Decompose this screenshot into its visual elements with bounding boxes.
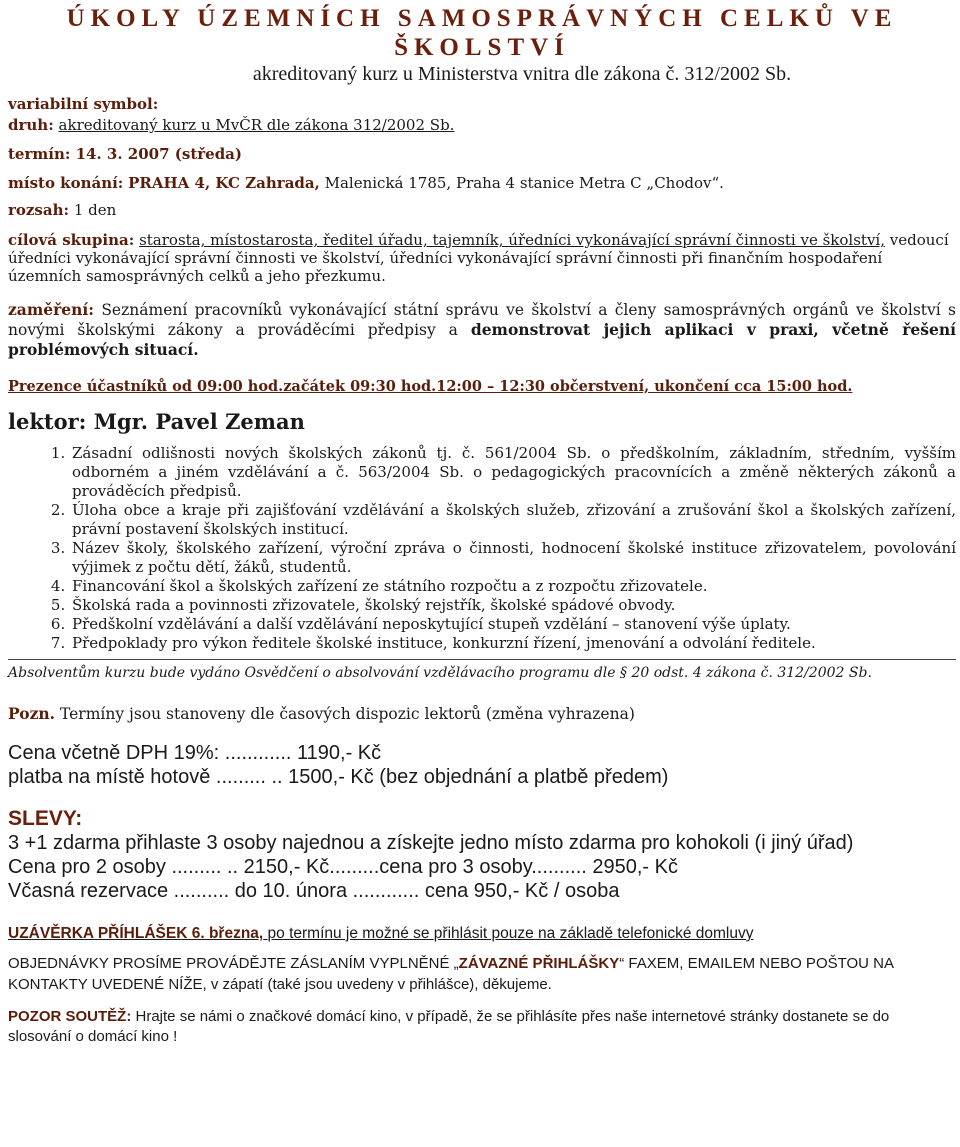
course-date: [8, 144, 956, 165]
variable-symbol: [8, 94, 956, 115]
order-instructions: [8, 953, 956, 995]
document-page: [8, 0, 956, 1047]
registration-deadline-rest: po termínu je možné se přihlásit pouze na základě telefonické domluvy: [267, 925, 754, 942]
discounts-heading: SLEVY:: [8, 807, 83, 830]
course-focus: [8, 300, 956, 360]
contest-label: POZOR SOUTĚŽ:: [8, 1008, 132, 1025]
registration-deadline: [8, 925, 956, 943]
lector-name: lektor: Mgr. Pavel Zeman: [8, 409, 305, 434]
target-group-label: cílová skupina:: [8, 231, 135, 249]
contest-notice: [8, 1007, 956, 1047]
price-block: [8, 741, 956, 789]
list-item: 5. Školská rada a povinnosti zřizovatele, školský rejstřík, školské spádové obvody.: [70, 596, 956, 615]
course-focus-label: zaměření:: [8, 300, 95, 319]
course-type-value: akreditovaný kurz u MvČR dle zákona 312/2002 Sb.: [58, 116, 455, 134]
course-place-label: místo konání:: [8, 174, 124, 192]
discounts-list: [8, 831, 956, 903]
topics-list: [8, 444, 956, 653]
target-group-underlined: starosta, místostarosta, ředitel úřadu, tajemník, úředníci vykonávající správní činnosti ve školství,: [139, 231, 885, 249]
variable-symbol-label: variabilní symbol:: [8, 95, 159, 113]
price-line-vat: Cena včetně DPH 19%: ............ 1190,- Kč: [8, 742, 382, 764]
price-line-cash: platba na místě hotově ......... .. 1500,- Kč (bez objednání a platbě předem): [8, 766, 669, 788]
list-item: 1. Zásadní odlišnosti nových školských zákonů tj. č. 561/2004 Sb. o předškolním, základním, středním, vyšším odborném a jiném vzdělávání a č. 563/2004 Sb. o pedagogických pracovnících a změně některých zákonů a prováděcích předpisů.: [70, 444, 956, 501]
course-title: [8, 4, 956, 62]
course-scope-value: 1 den: [73, 201, 117, 219]
course-focus-text: Seznámení pracovníků vykonávající státní správu ve školství a členy samosprávných orgánů ve školství s novými školskými zákony a prováděcími předpisy a: [8, 301, 956, 339]
course-info: [8, 94, 956, 221]
list-item: 4. Financování škol a školských zařízení ze státního rozpočtu a z rozpočtu zřizovatele.: [70, 577, 956, 596]
course-focus-bold: demonstrovat jejich aplikaci v praxi, včetně řešení problémových situací.: [8, 320, 956, 359]
registration-deadline-bold: UZÁVĚRKA PŘÍHLÁŠEK 6. března,: [8, 925, 264, 942]
course-subtitle: akreditovaný kurz u Ministerstva vnitra dle zákona č. 312/2002 Sb.: [252, 63, 792, 85]
schedule-note-text: Termíny jsou stanoveny dle časových dispozic lektorů (změna vyhrazena): [59, 705, 635, 723]
certificate-note: Absolventům kurzu bude vydáno Osvědčení o absolvování vzdělávacího programu dle § 20 odst. 4 zákona č. 312/2002 Sb.: [8, 665, 872, 681]
discount-line: Cena pro 2 osoby ......... .. 2150,- Kč.........cena pro 3 osoby.......... 2950,- Kč: [8, 856, 678, 878]
target-group: [8, 231, 956, 285]
contest-text: Hrajte se námi o značkové domácí kino, v případě, že se přihlásíte přes naše internetové stránky dostanete se do slosování o domácí kino !: [8, 1008, 890, 1045]
schedule-note: [8, 704, 956, 723]
course-place: [8, 173, 956, 194]
course-place-rest: Malenická 1785, Praha 4 stanice Metra C „Chodov“.: [324, 174, 724, 192]
course-title-line1: ÚKOLY ÚZEMNÍCH SAMOSPRÁVNÝCH CELKŮ VE: [66, 5, 898, 32]
list-item: 6. Předškolní vzdělávání a další vzdělávání neposkytující stupeň vzdělání – stanovení výše úplaty.: [70, 615, 956, 634]
course-type: [8, 115, 956, 136]
discount-line: 3 +1 zdarma přihlaste 3 osoby najednou a získejte jedno místo zdarma pro kohokoli (i jiný úřad): [8, 832, 854, 854]
schedule-line: Prezence účastníků od 09:00 hod.začátek 09:30 hod.12:00 – 12:30 občerstvení, ukončení cca 15:00 hod.: [8, 378, 853, 395]
course-date-label: termín: 14. 3. 2007 (středa): [8, 145, 243, 163]
target-group-rest: vedoucí úředníci vykonávající správní činnosti ve školství, úředníci vykonávající správní činnosti při finančním hospodaření územních samosprávných celků a jeho přezkumu.: [8, 231, 949, 285]
list-item: 3. Název školy, školského zařízení, výroční zpráva o činnosti, hodnocení školské instituce zřizovatelem, povolování výjimek z počtu dětí, žáků, studentů.: [70, 539, 956, 577]
discount-line: Včasná rezervace .......... do 10. února ............ cena 950,- Kč / osoba: [8, 880, 620, 902]
list-item: 2. Úloha obce a kraje při zajišťování vzdělávání a školských služeb, zřizování a zrušování škol a školských zařízení, právní postavení školských institucí.: [70, 501, 956, 539]
course-type-label: druh:: [8, 116, 54, 134]
order-part2: “ FAXEM, EMAILEM NEBO POŠTOU NA KONTAKTY UVEDENÉ NÍŽE, v zápatí (také jsou uvedeny v přihlášce), děkujeme.: [8, 955, 894, 993]
course-scope-label: rozsah:: [8, 201, 70, 219]
course-title-line2: ŠKOLSTVÍ: [394, 34, 570, 61]
course-place-bold: PRAHA 4, KC Zahrada,: [128, 174, 320, 192]
order-bold: ZÁVAZNÉ PŘIHLÁŠKY: [458, 955, 620, 972]
schedule-note-label: Pozn.: [8, 704, 56, 723]
list-item: 7. Předpoklady pro výkon ředitele školské instituce, konkurzní řízení, jmenování a odvolání ředitele.: [70, 634, 956, 653]
divider: [8, 659, 956, 660]
order-part1: OBJEDNÁVKY PROSÍME PROVÁDĚJTE ZÁSLANÍM VYPLNĚNÉ „: [8, 955, 459, 972]
course-scope: [8, 200, 956, 221]
